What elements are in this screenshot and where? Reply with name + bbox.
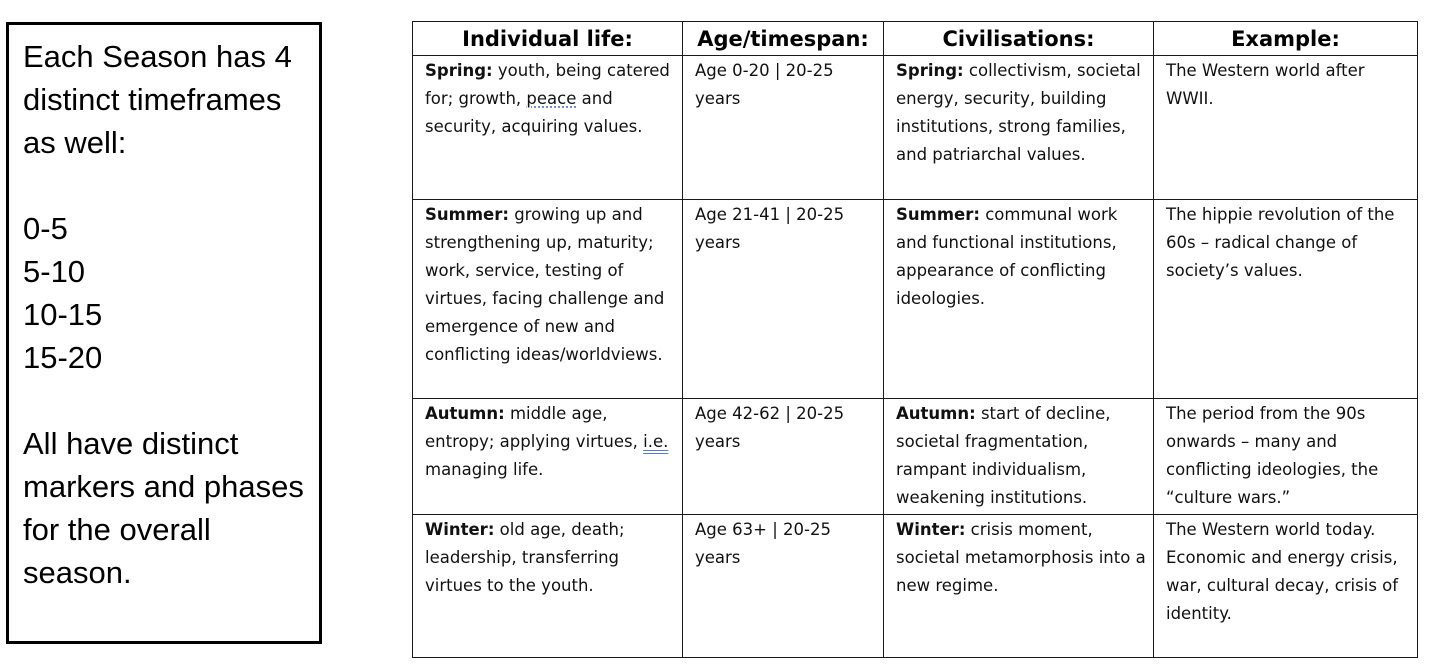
note-spacer: [23, 164, 319, 207]
cell-text: managing life.: [425, 460, 544, 479]
cell-text: communal work and functional institutions, appearance of conflicting ideologies.: [896, 205, 1118, 308]
timeframe-range-list: [23, 207, 319, 379]
cell-text: old age, death; leadership, transferring virtues to the youth.: [425, 520, 625, 595]
timeframe-range: 0-5: [23, 211, 68, 246]
season-name: Summer:: [425, 205, 509, 224]
timeframe-range: 15-20: [23, 340, 103, 375]
cell-example: The period from the 90s onwards – many and conflicting ideologies, the “culture wars.”: [1154, 399, 1418, 515]
header-civilisations: Civilisations:: [884, 22, 1154, 56]
cell-text: and security, acquiring values.: [425, 89, 643, 136]
seasons-table: [412, 21, 1418, 658]
season-name: Autumn:: [425, 404, 505, 423]
cell-individual-life: [413, 200, 683, 399]
table-row-winter: [413, 515, 1418, 658]
cell-text: start of decline, societal fragmentation, rampant individualism, weakening institutions.: [896, 404, 1111, 507]
cell-individual-life: [413, 515, 683, 658]
table-header-row: [413, 22, 1418, 56]
header-individual-life: Individual life:: [413, 22, 683, 56]
grammar-marked-word: i.e.: [643, 432, 669, 451]
season-name: Spring:: [896, 61, 964, 80]
cell-individual-life: [413, 399, 683, 515]
cell-example: The hippie revolution of the 60s – radical change of society’s values.: [1154, 200, 1418, 399]
cell-example: The Western world today. Economic and energy crisis, war, cultural decay, crisis of identity.: [1154, 515, 1418, 658]
cell-age-timespan: Age 63+ | 20-25 years: [683, 515, 884, 658]
cell-age-timespan: Age 21-41 | 20-25 years: [683, 200, 884, 399]
season-name: Winter:: [425, 520, 495, 539]
note-conclusion: All have distinct markers and phases for the overall season.: [23, 426, 304, 590]
note-intro: Each Season has 4 distinct timeframes as well:: [23, 39, 292, 160]
timeframe-range: 10-15: [23, 297, 103, 332]
timeframe-range: 5-10: [23, 254, 86, 289]
timeframes-note-box: [6, 22, 322, 644]
season-name: Summer:: [896, 205, 980, 224]
cell-example: The Western world after WWII.: [1154, 56, 1418, 200]
cell-age-timespan: Age 0-20 | 20-25 years: [683, 56, 884, 200]
cell-text: growing up and strengthening up, maturity; work, service, testing of virtues, facing challenge and emergence of new and conflicting ideas/worldviews.: [425, 205, 665, 364]
season-name: Autumn:: [896, 404, 976, 423]
cell-age-timespan: Age 42-62 | 20-25 years: [683, 399, 884, 515]
spellcheck-marked-word: peace: [526, 89, 577, 108]
season-name: Winter:: [896, 520, 966, 539]
note-spacer: [23, 379, 319, 422]
cell-civilisations: [884, 399, 1154, 515]
header-age-timespan: Age/timespan:: [683, 22, 884, 56]
cell-civilisations: [884, 515, 1154, 658]
cell-individual-life: [413, 56, 683, 200]
header-example: Example:: [1154, 22, 1418, 56]
cell-civilisations: [884, 56, 1154, 200]
cell-text: collectivism, societal energy, security, building institutions, strong families, and patriarchal values.: [896, 61, 1141, 164]
table-row-autumn: [413, 399, 1418, 515]
season-name: Spring:: [425, 61, 493, 80]
cell-text: middle age, entropy; applying virtues,: [425, 404, 644, 451]
table-row-spring: [413, 56, 1418, 200]
cell-text: youth, being catered for; growth,: [425, 61, 670, 108]
table-row-summer: [413, 200, 1418, 399]
cell-text: crisis moment, societal metamorphosis into a new regime.: [896, 520, 1146, 595]
cell-civilisations: [884, 200, 1154, 399]
